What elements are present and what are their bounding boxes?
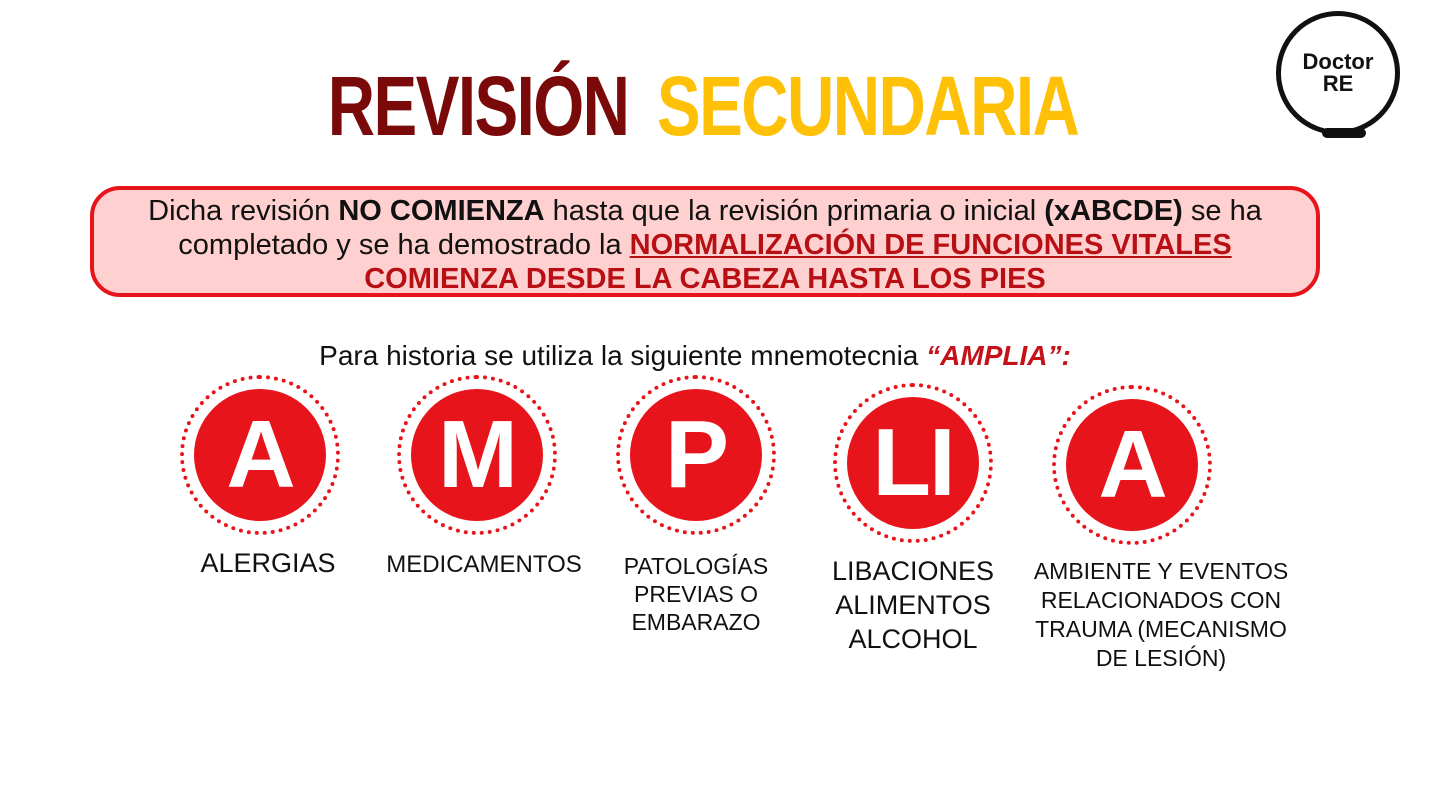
label-line: PREVIAS O <box>634 581 758 607</box>
badge-letter: LI <box>847 397 979 529</box>
label-line: AMBIENTE Y EVENTOS <box>1033 558 1289 584</box>
label-line: LIBACIONES <box>831 556 995 586</box>
badge-medicamentos <box>397 375 557 535</box>
intro-text: Para historia se utiliza la siguiente mnemotecnia <box>319 340 927 371</box>
label-line: PATOLOGÍAS <box>623 553 769 579</box>
badge-ambiente <box>1052 385 1212 545</box>
logo-line-2: RE <box>1322 71 1354 96</box>
info-box <box>90 186 1320 297</box>
title-word-revision: REVISIÓN <box>328 59 629 153</box>
mnemonic-intro <box>0 338 1390 374</box>
page-title <box>0 58 1440 154</box>
info-cabeza-pies: COMIENZA DESDE LA CABEZA HASTA LOS PIES <box>364 263 1046 295</box>
info-xabcde: (xABCDE) <box>1044 195 1183 227</box>
badge-patologias <box>616 375 776 535</box>
badge-alergias <box>180 375 340 535</box>
info-text-2: hasta que la revisión primaria o inicial <box>544 195 1045 227</box>
badge-libaciones <box>833 383 993 543</box>
info-normalizacion: NORMALIZACIÓN DE FUNCIONES VITALES <box>629 229 1232 261</box>
label-line: RELACIONADOS CON <box>1040 587 1282 613</box>
label-line: EMBARAZO <box>631 609 761 635</box>
badge-letter: A <box>1066 399 1198 531</box>
logo-line-1: Doctor <box>1302 49 1374 74</box>
badge-letter: P <box>630 389 762 521</box>
label-ambiente <box>1026 557 1296 673</box>
label-line: ALERGIAS <box>200 548 336 578</box>
label-libaciones <box>818 554 1008 656</box>
label-alergias <box>168 548 368 578</box>
label-line: ALCOHOL <box>848 624 978 654</box>
label-patologias <box>606 552 786 636</box>
info-text-1: Dicha revisión <box>148 195 339 227</box>
title-word-secundaria: SECUNDARIA <box>656 59 1078 153</box>
badge-letter: M <box>411 389 543 521</box>
label-medicamentos <box>374 550 594 580</box>
logo-tail-decoration <box>1322 128 1366 138</box>
label-line: ALIMENTOS <box>835 590 991 620</box>
intro-keyword: “AMPLIA”: <box>926 340 1071 371</box>
info-no-comienza: NO COMIENZA <box>338 195 545 227</box>
badge-letter: A <box>194 389 326 521</box>
doctor-re-logo <box>1276 11 1400 135</box>
label-line: DE LESIÓN) <box>1095 645 1227 671</box>
label-line: MEDICAMENTOS <box>386 551 582 578</box>
info-text-3: se ha completado y se ha demostrado la <box>178 195 1262 261</box>
label-line: TRAUMA (MECANISMO <box>1035 616 1287 642</box>
